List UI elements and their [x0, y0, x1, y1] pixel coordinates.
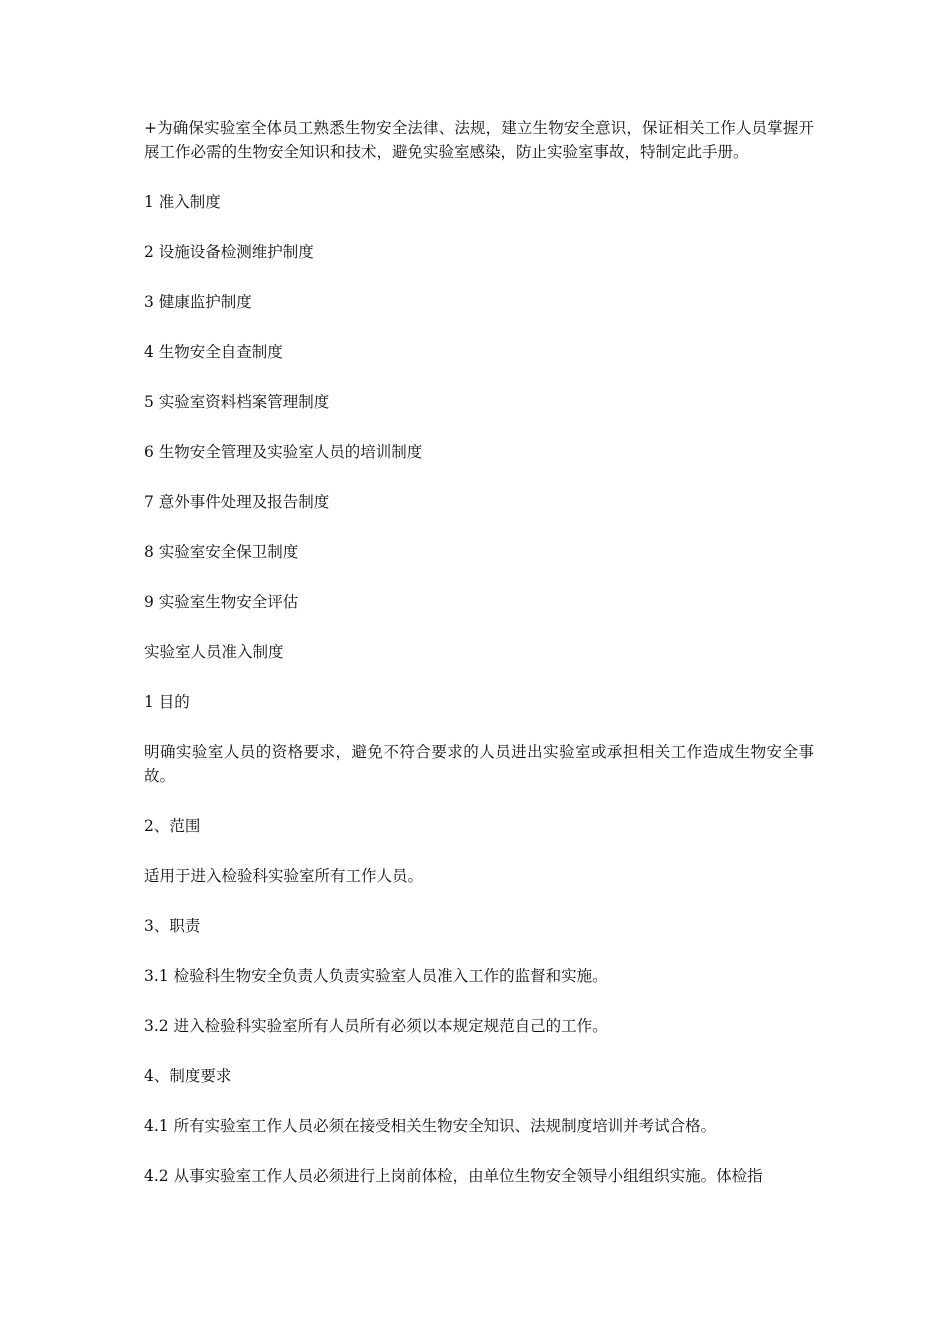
toc-item-3: 3 健康监护制度 [144, 293, 252, 311]
toc-item-1: 1 准入制度 [144, 193, 221, 211]
scope-paragraph: 适用于进入检验科实验室所有工作人员。 [144, 867, 424, 885]
toc-item-6: 6 生物安全管理及实验室人员的培训制度 [144, 443, 423, 461]
toc-item-4: 4 生物安全自查制度 [144, 343, 283, 361]
document-body [144, 116, 814, 1214]
toc-item-7: 7 意外事件处理及报告制度 [144, 493, 330, 511]
toc-item-2: 2 设施设备检测维护制度 [144, 243, 314, 261]
responsibility-item-3-2: 3.2 进入检验科实验室所有人员所有必须以本规定规范自己的工作。 [144, 1017, 608, 1035]
responsibility-item-3-1: 3.1 检验科生物安全负责人负责实验室人员准入工作的监督和实施。 [144, 967, 608, 985]
intro-paragraph: +为确保实验室全体员工熟悉生物安全法律、法规，建立生物安全意识，保证相关工作人员掌握开展工作必需的生物安全知识和技术，避免实验室感染，防止实验室事故，特制定此手册。 [144, 119, 814, 161]
heading-requirements: 4、制度要求 [144, 1067, 232, 1085]
heading-scope: 2、范围 [144, 817, 201, 835]
heading-purpose: 1 目的 [144, 693, 190, 711]
toc-item-5: 5 实验室资料档案管理制度 [144, 393, 330, 411]
requirement-item-4-1: 4.1 所有实验室工作人员必须在接受相关生物安全知识、法规制度培训并考试合格。 [144, 1117, 717, 1135]
purpose-paragraph: 明确实验室人员的资格要求，避免不符合要求的人员进出实验室或承担相关工作造成生物安全事故。 [144, 743, 814, 785]
toc-item-8: 8 实验室安全保卫制度 [144, 543, 299, 561]
section-title: 实验室人员准入制度 [144, 643, 284, 661]
toc-item-9: 9 实验室生物安全评估 [144, 593, 299, 611]
requirement-item-4-2: 4.2 从事实验室工作人员必须进行上岗前体检，由单位生物安全领导小组组织实施。体检指 [144, 1167, 763, 1185]
heading-responsibility: 3、职责 [144, 917, 201, 935]
